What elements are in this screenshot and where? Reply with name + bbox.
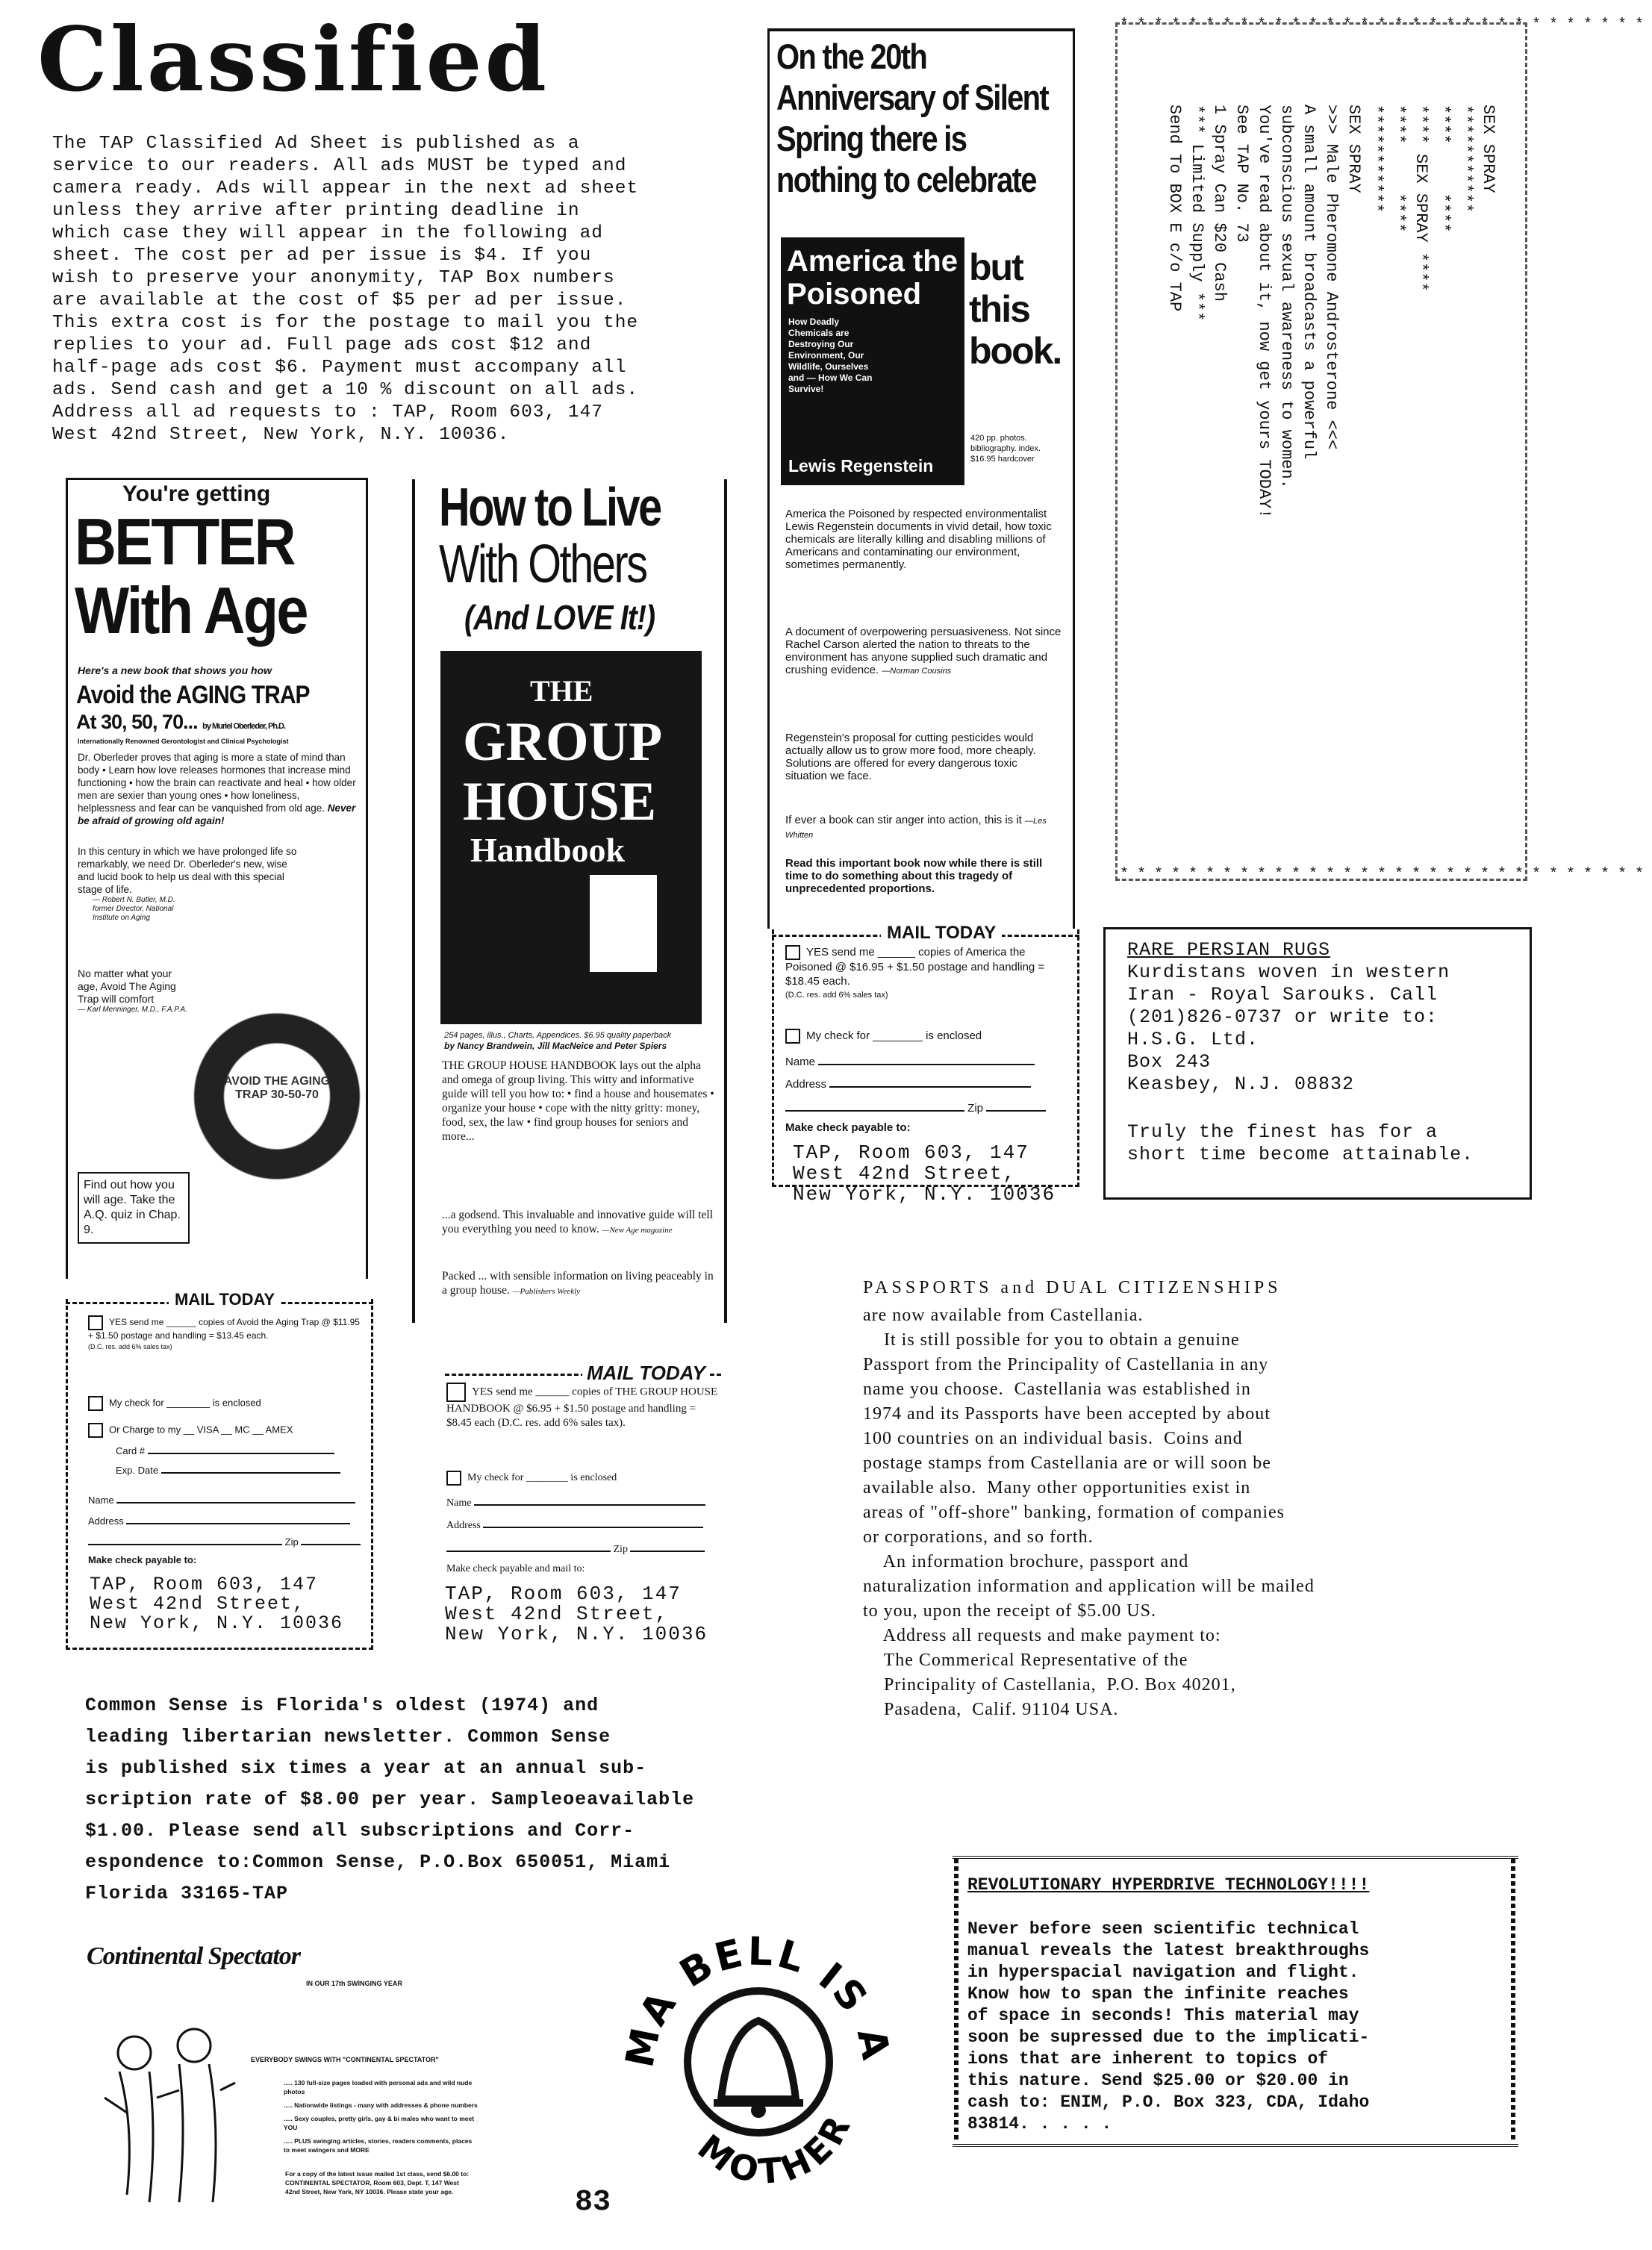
rugs-line: H.S.G. Ltd.: [1127, 1029, 1259, 1050]
name-field[interactable]: Name: [446, 1498, 705, 1509]
common-sense-line: Common Sense is Florida's oldest (1974) and: [85, 1695, 599, 1716]
sex-spray-line: A small amount broadcasts a powerful: [1300, 105, 1318, 460]
better-age-quote2: No matter what your age, Avoid The Aging Trap will comfort — Karl Menninger, M.D., F.A.P.A.: [78, 967, 187, 1014]
intro-line: service to our readers. All ads MUST be typed and: [52, 156, 627, 176]
group-house-desc: THE GROUP HOUSE HANDBOOK lays out the alpha and omega of group living. This witty and informative guide will tell you how to: • find a house and housemates • organize your house • cope with the nitty gritty: money, food, sex, the law • find group houses for seniors and more...: [442, 1059, 714, 1143]
zip-field[interactable]: Zip: [785, 1102, 1046, 1115]
silent-spring-quote2: If ever a book can stir anger into action, this is it —Les Whitten: [785, 814, 1047, 840]
continental-tagline: IN OUR 17th SWINGING YEAR: [306, 1980, 402, 1987]
intro-line: ads. Send cash and get a 10 % discount on all ads.: [52, 380, 639, 400]
charge-checkbox[interactable]: [88, 1423, 103, 1438]
intro-line: unless they arrive after printing deadline in: [52, 201, 580, 221]
better-age-headline: BETTER With Age: [75, 505, 307, 647]
passports-line: 100 countries on an individual basis. Coins and: [863, 1429, 1243, 1448]
ma-bell-logo: [624, 1920, 893, 2189]
sex-spray-stars-bottom: *******************************: [1120, 866, 1652, 883]
passports-line: Principality of Castellania, P.O. Box 40201,: [863, 1675, 1236, 1695]
payable-label: Make check payable and mail to:: [446, 1563, 585, 1574]
sex-spray-line: >>> Male Pheromone Androsterone <<<: [1322, 105, 1341, 450]
common-sense-line: leading libertarian newsletter. Common Sense: [85, 1726, 611, 1748]
mail-today-label: MAIL TODAY: [582, 1362, 710, 1385]
rugs-line: Iran - Royal Sarouks. Call: [1127, 984, 1439, 1006]
rugs-title: RARE PERSIAN RUGS: [1127, 939, 1331, 961]
check-checkbox[interactable]: [785, 1029, 800, 1044]
order-yes-line[interactable]: YES send me ______ copies of Avoid the Aging Trap @ $11.95 + $1.50 postage and handling = $13.45 each. (D.C. res. add 6% sales tax): [88, 1315, 364, 1353]
but-this-book: but this book.: [969, 246, 1062, 372]
hyperdrive-line: Know how to span the infinite reaches: [967, 1984, 1349, 2004]
sex-spray-line: You've read about it, now get yours TODAY!: [1255, 105, 1274, 519]
intro-line: Address all ad requests to : TAP, Room 603, 147: [52, 402, 604, 423]
passports-line: An information brochure, passport and: [863, 1552, 1189, 1571]
yes-checkbox[interactable]: [446, 1383, 466, 1402]
sex-spray-line: See TAP No. 73: [1232, 105, 1251, 243]
intro-line: replies to your ad. Full page ads cost $12 and: [52, 335, 592, 355]
hyperdrive-line: soon be supressed due to the implicati-: [967, 2028, 1370, 2047]
continental-bullet: ..... PLUS swinging articles, stories, readers comments, places to meet swingers and MORE: [284, 2137, 473, 2154]
sex-spray-line: subconscious sexual awareness to women.: [1277, 105, 1296, 489]
passports-line: Passport from the Principality of Castellania in any: [863, 1355, 1269, 1374]
rugs-tagline: Truly the finest has for a short time become attainable.: [1127, 1121, 1474, 1165]
group-house-quote1: ...a godsend. This invaluable and innovative guide will tell you everything you need to know. —New Age magazine: [442, 1209, 714, 1235]
continental-logo: Continental Spectator: [87, 1942, 300, 1970]
rugs-body: [1127, 962, 1523, 1096]
group-house-book-cover: THE GROUP HOUSE Handbook: [440, 651, 702, 1024]
name-field[interactable]: Name: [785, 1056, 1035, 1068]
book-specs: 420 pp. photos. bibliography. index. $16.95 hardcover: [970, 434, 1041, 464]
silent-spring-desc: America the Poisoned by respected environmentalist Lewis Regenstein documents in vivid detail, how toxic chemicals are literally killing and disabling millions of Americans and contaminating our environment, sometimes permanently.: [785, 508, 1052, 571]
sex-spray-line: 1 Spray Can $20 Cash: [1210, 105, 1229, 302]
zip-field[interactable]: Zip: [446, 1544, 705, 1556]
silent-spring-headline: On the 20th Anniversary of Silent Spring there is nothing to celebrate: [776, 37, 1048, 199]
check-enclosed-line[interactable]: My check for ________ is enclosed: [785, 1029, 982, 1044]
sex-spray-stars-top: *******************************: [1120, 16, 1652, 34]
group-house-love: (And LOVE It!): [464, 598, 655, 637]
passports-line: are now available from Castellania.: [863, 1306, 1144, 1325]
address-field[interactable]: Address: [88, 1515, 350, 1527]
better-age-kicker: You're getting: [122, 482, 271, 506]
page-number: 83: [575, 2186, 611, 2219]
passports-line: available also. Many other opportunities exist in: [863, 1478, 1251, 1498]
exp-field[interactable]: Exp. Date: [116, 1465, 340, 1476]
better-age-body: Dr. Oberleder proves that aging is more a state of mind than body • Learn how love releases hormones that increase mind functioning • how the brain can reactivate and heal • how older men are sexier than young ones • how loneliness, helplessness and fear can be vanquished from old age. Never be afraid of growing old again!: [78, 752, 356, 826]
passports-line: 1974 and its Passports have been accepted by about: [863, 1404, 1271, 1424]
order-yes-line[interactable]: YES send me ______ copies of THE GROUP HOUSE HANDBOOK @ $6.95 + $1.50 postage and handling = $8.45 each (D.C. res. add 6% sales tax).: [446, 1383, 719, 1430]
passports-title: PASSPORTS and DUAL CITIZENSHIPS: [863, 1278, 1282, 1297]
intro-line: are available at the cost of $5 per ad per issue.: [52, 290, 627, 311]
better-age-ages: At 30, 50, 70... by Muriel Oberleder, Ph.D.: [76, 711, 286, 733]
hyperdrive-title: REVOLUTIONARY HYPERDRIVE TECHNOLOGY!!!!: [967, 1875, 1370, 1895]
payable-label: Make check payable to:: [88, 1554, 197, 1565]
passports-body: [863, 1303, 1520, 1722]
common-sense-ad: [85, 1690, 787, 1910]
check-enclosed-line[interactable]: My check for ________ is enclosed: [88, 1396, 261, 1411]
hyperdrive-line: ions that are inherent to topics of: [967, 2049, 1329, 2069]
check-enclosed-line[interactable]: My check for ________ is enclosed: [446, 1471, 617, 1486]
passports-line: It is still possible for you to obtain a genuine: [863, 1330, 1240, 1350]
sex-spray-line: **** SEX SPRAY ****: [1412, 105, 1430, 292]
common-sense-line: espondence to:Common Sense, P.O.Box 650051, Miami: [85, 1851, 671, 1873]
yes-checkbox[interactable]: [785, 945, 800, 960]
aging-trap-book-cover: AVOID THE AGING TRAP 30-50-70: [191, 985, 363, 1232]
sex-spray-line: ***********: [1456, 105, 1475, 214]
passports-line: Pasadena, Calif. 91104 USA.: [863, 1700, 1119, 1719]
better-age-subhead: Here's a new book that shows you how: [78, 664, 272, 676]
sex-spray-line: SEX SPRAY: [1344, 105, 1363, 193]
address-field[interactable]: Address: [785, 1078, 1031, 1091]
rugs-line: Keasbey, N.J. 08832: [1127, 1073, 1355, 1095]
mail-today-label: MAIL TODAY: [881, 923, 1002, 944]
continental-bullet: ..... Nationwide listings - many with addresses & phone numbers: [284, 2101, 478, 2109]
sex-spray-line: ***********: [1367, 105, 1386, 214]
hyperdrive-line: manual reveals the latest breakthroughs: [967, 1941, 1370, 1960]
sex-spray-line: **** ****: [1434, 105, 1453, 233]
charge-line[interactable]: Or Charge to my __ VISA __ MC __ AMEX: [88, 1423, 293, 1438]
mail-today-label: MAIL TODAY: [169, 1290, 281, 1309]
passports-line: name you choose. Castellania was established in: [863, 1380, 1251, 1399]
intro-text: [52, 133, 739, 446]
common-sense-line: $1.00. Please send all subscriptions and Corr-: [85, 1820, 635, 1842]
ma-bell-text: A BELL IS: [631, 1929, 878, 2034]
intro-line: sheet. The cost per ad per issue is $4. If you: [52, 246, 592, 266]
passports-line: or corporations, and so forth.: [863, 1527, 1094, 1547]
rugs-line: (201)826-0737 or write to:: [1127, 1006, 1439, 1028]
rugs-line: Box 243: [1127, 1051, 1212, 1073]
sex-spray-line: SEX SPRAY: [1479, 105, 1497, 193]
silent-spring-proposal: Regenstein's proposal for cutting pesticides would actually allow us to grow more food, more cheaply. Solutions are offered for every dangerous toxic situation we face.: [785, 732, 1036, 782]
hyperdrive-body: [967, 1919, 1505, 2135]
group-house-quote2: Packed ... with sensible information on living peaceably in a group house. —Publishers Weekly: [442, 1270, 714, 1297]
hyperdrive-line: this nature. Send $25.00 or $20.00 in: [967, 2071, 1349, 2090]
tap-address: TAP, Room 603, 147 West 42nd Street, New York, N.Y. 10036: [793, 1141, 1056, 1206]
order-yes-line[interactable]: YES send me ______ copies of America the Poisoned @ $16.95 + $1.50 postage and handling = $18.45 each. (D.C. res. add 6% sales tax): [785, 946, 1045, 1000]
silent-spring-quote1: A document of overpowering persuasiveness. Not since Rachel Carson alerted the nation to threats to the environment has anyone supplied such dramatic and crushing evidence. —Norman Cousins: [785, 626, 1062, 676]
sex-spray-line: *** Limited Supply ***: [1188, 105, 1206, 322]
intro-line: The TAP Classified Ad Sheet is published as a: [52, 134, 580, 154]
hyperdrive-line: cash to: ENIM, P.O. Box 323, CDA, Idaho: [967, 2092, 1370, 2112]
passports-line: to you, upon the receipt of $5.00 US.: [863, 1601, 1156, 1621]
tap-address: TAP, Room 603, 147 West 42nd Street, New York, N.Y. 10036: [445, 1583, 708, 1645]
sex-spray-line: Send To BOX E c/o TAP: [1165, 105, 1184, 312]
hyperdrive-line: 83814. . . . .: [967, 2114, 1112, 2134]
hyperdrive-border-left: [954, 1859, 959, 2143]
yes-checkbox[interactable]: [88, 1315, 103, 1330]
page-title: Classified: [37, 7, 550, 111]
silent-spring-read-now: Read this important book now while there is still time to do something about this tragedy of unprecedented proportions.: [785, 857, 1043, 895]
continental-bullets: [284, 2078, 478, 2159]
common-sense-line: Florida 33165-TAP: [85, 1883, 289, 1904]
better-age-avoid: Avoid the AGING TRAP: [76, 681, 310, 709]
passports-line: areas of "off-shore" banking, formation of companies: [863, 1503, 1285, 1522]
passports-line: postage stamps from Castellania are or will soon be: [863, 1453, 1271, 1473]
payable-label: Make check payable to:: [785, 1121, 911, 1134]
intro-line: which case they will appear in the following ad: [52, 223, 604, 243]
passports-line: naturalization information and application will be mailed: [863, 1577, 1315, 1596]
address-field[interactable]: Address: [446, 1520, 703, 1532]
hyperdrive-line: in hyperspacial navigation and flight.: [967, 1963, 1359, 1982]
passports-line: Address all requests and make payment to:: [863, 1626, 1221, 1645]
ma-bell-bottom: MOTHER: [690, 2105, 860, 2189]
common-sense-line: is published six times a year at an annual sub-: [85, 1757, 647, 1779]
intro-line: wish to preserve your anonymity, TAP Box numbers: [52, 268, 615, 288]
group-house-specs: 254 pages, illus., Charts, Appendices. $6.95 quality paperback by Nancy Brandwein, Jill MacNeice and Peter Spiers: [444, 1031, 672, 1051]
continental-swings: EVERYBODY SWINGS WITH "CONTINENTAL SPECTATOR": [251, 2056, 439, 2063]
continental-bullet: ..... 130 full-size pages loaded with personal ads and wild nude photos: [284, 2079, 473, 2095]
better-age-quote1: In this century in which we have prolonged life so remarkably, we need Dr. Oberleder's new, wise and lucid book to help us deal with this special stage of life. — Robert N. Butler, M.D. former Director, National Institute on Aging: [78, 846, 297, 922]
hyperdrive-line: of space in seconds! This material may: [967, 2006, 1359, 2025]
book-cover-america-poisoned: America the Poisoned How Deadly Chemicals are Destroying Our Environment, Our Wildlife, Ourselves and — How We Can Survive! Lewis Regenstein: [781, 237, 964, 485]
swingers-illustration: [82, 2016, 246, 2225]
check-checkbox[interactable]: [446, 1471, 461, 1486]
card-field[interactable]: Card #: [116, 1445, 334, 1456]
continental-order: For a copy of the latest issue mailed 1st class, send $6.00 to: CONTINENTAL SPECTATOR, Room 603, Dept. T, 147 West 42nd Street, New York, NY 10036. Please state your age.: [285, 2170, 470, 2196]
better-age-credentials: Internationally Renowned Gerontologist and Clinical Psychologist: [78, 738, 289, 745]
better-age-findout: Find out how you will age. Take the A.Q. quiz in Chap. 9.: [78, 1172, 190, 1244]
intro-line: This extra cost is for the postage to mail you the: [52, 313, 639, 333]
rugs-line: Kurdistans woven in western: [1127, 962, 1450, 983]
check-checkbox[interactable]: [88, 1396, 103, 1411]
intro-line: West 42nd Street, New York, N.Y. 10036.: [52, 425, 510, 445]
name-field[interactable]: Name: [88, 1495, 355, 1506]
common-sense-line: scription rate of $8.00 per year. Sampleoeavailable: [85, 1789, 695, 1810]
passports-line: The Commerical Representative of the: [863, 1651, 1188, 1670]
hyperdrive-border-right: [1511, 1859, 1515, 2143]
zip-field[interactable]: Zip: [88, 1536, 361, 1548]
sex-spray-text: [1163, 105, 1499, 851]
tap-address: TAP, Room 603, 147 West 42nd Street, New York, N.Y. 10036: [90, 1574, 344, 1634]
sex-spray-line: **** ****: [1389, 105, 1408, 233]
hyperdrive-line: Never before seen scientific technical: [967, 1919, 1359, 1939]
intro-line: half-page ads cost $6. Payment must accompany all: [52, 358, 627, 378]
continental-bullet: ..... Sexy couples, pretty girls, gay & bi males who want to meet YOU: [284, 2115, 475, 2131]
group-house-headline: How to Live With Others: [439, 478, 661, 594]
intro-line: camera ready. Ads will appear in the next ad sheet: [52, 178, 639, 199]
